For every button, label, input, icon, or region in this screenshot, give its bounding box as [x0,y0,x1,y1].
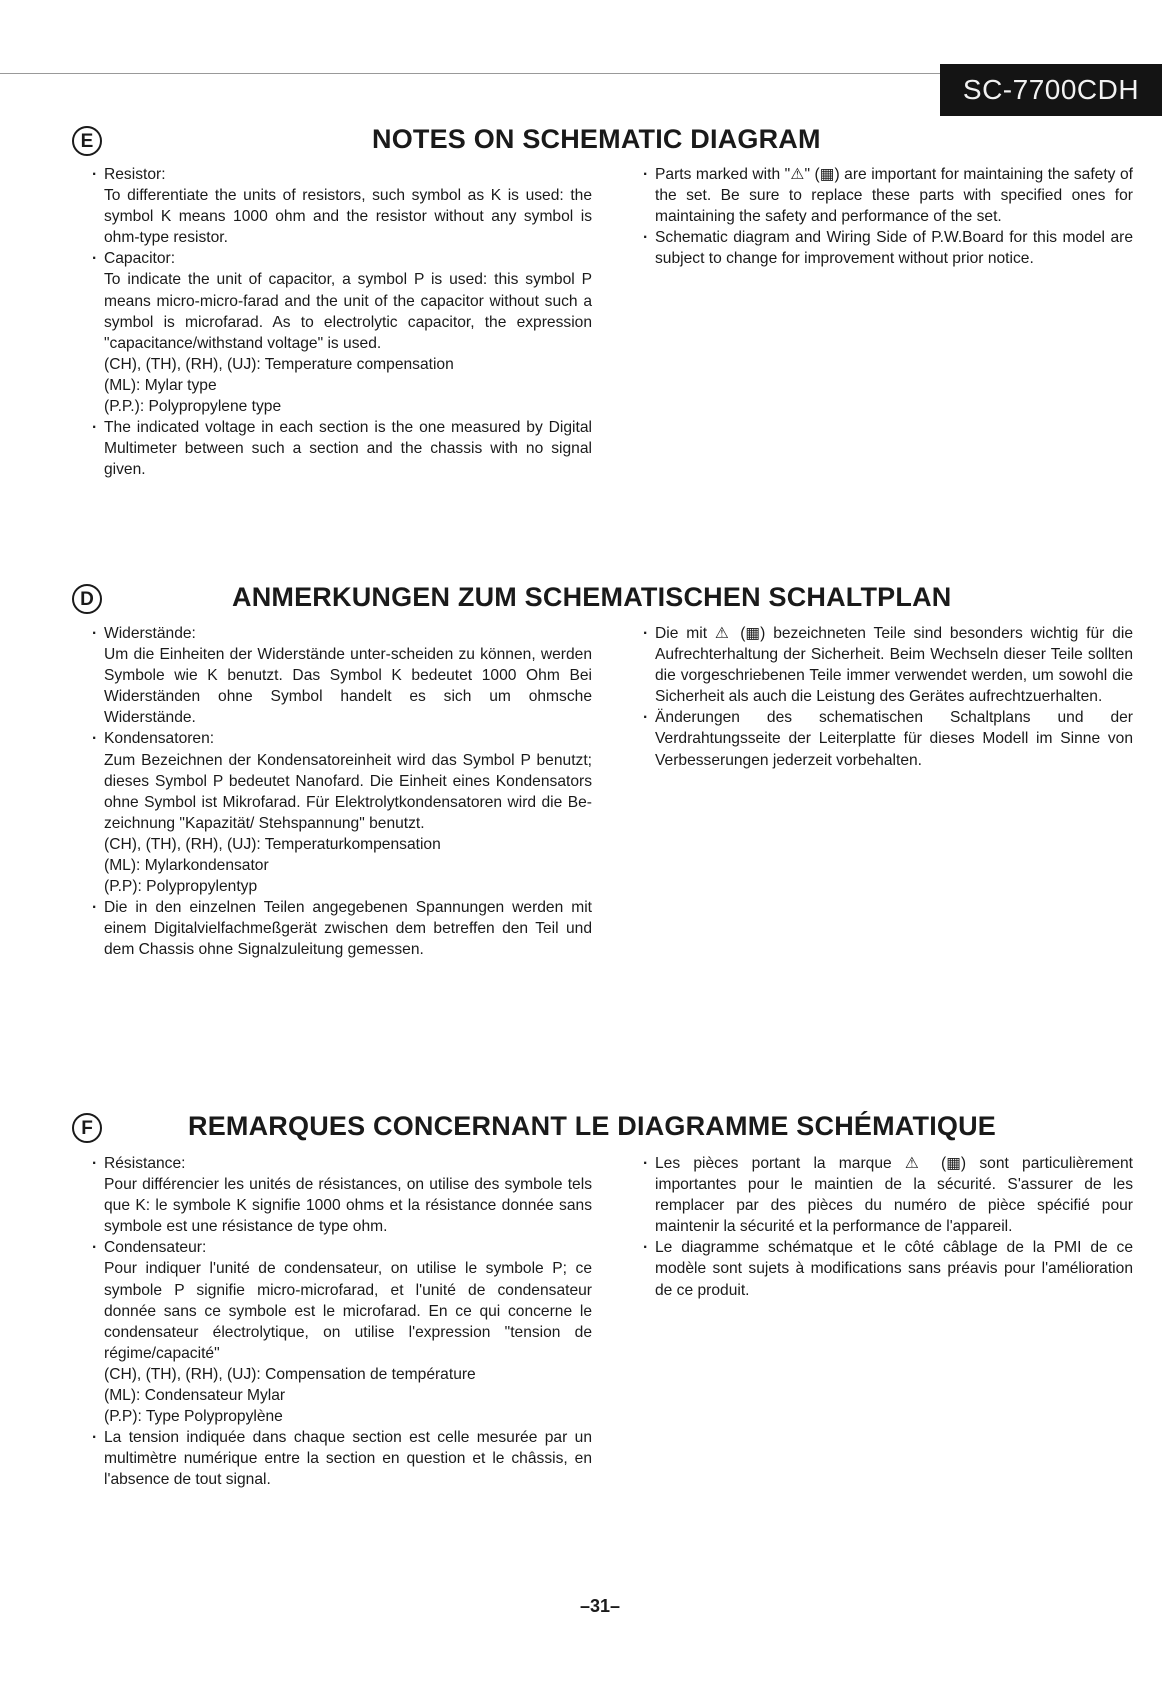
item-text: · Änderungen des schematischen Schaltplans und der Verdrahtungsseite der Leiterplatte für dieses Modell im Sinne von Verbesserungen jederzeit vorbehalten. [655,709,1133,769]
section-title: NOTES ON SCHEMATIC DIAGRAM [372,124,821,154]
item-heading: · Resistor: [104,166,166,183]
notes-left-column [92,623,592,961]
item-text: · Les pièces portant la marque ⚠ (▦) sont particulièrement importantes pour le maintien de la sécurité. S'assurer de les remplacer par des pièces du numéro de pièce spécifié pour maintenir la sécurité et la performance de l'appareil. [655,1155,1133,1236]
item-text: (CH), (TH), (RH), (UJ): Compensation de température [104,1365,476,1383]
item-text: Pour indiquer l'unité de condensateur, on utilise le symbole P; ce symbole P signifie micro-microfarad, et l'unité de condensateur donnée sans ce symbole est le microfarad. En ce qui concerne le condensateur électrolytique, on utilise l'expression "tension de régime/capacité" [104,1260,592,1362]
item-text: (P.P.): Polypropylene type [104,398,282,416]
item-heading: · Condensateur: [104,1239,207,1257]
language-mark-d: D [72,584,102,614]
item-text: · Die in den einzelnen Teilen angegebenen Spannungen werden mit einem Digitalvielfachmeßgerät zwischen dem betreffen den Teil und dem Chassis ohne Signalzuleitung gemessen. [104,899,592,959]
item-text: · Schematic diagram and Wiring Side of P.W.Board for this model are subject to change for improvement without prior notice. [655,229,1133,268]
item-text: To differentiate the units of resistors, such symbol as K is used: the symbol K means 1000 ohm and the resistor without any symbol is ohm-type resistor. [104,187,592,247]
list-item [92,1427,592,1490]
section-title: REMARQUES CONCERNANT LE DIAGRAMME SCHÉMATIQUE [188,1111,997,1141]
notes-right-column [643,164,1133,269]
item-text: · The indicated voltage in each section is the one measured by Digital Multimeter between such a section and the chassis with no signal given. [104,419,592,479]
item-heading: · Résistance: [104,1155,186,1172]
list-item [643,227,1133,269]
language-mark-f: F [72,1113,102,1143]
list-item [643,1153,1133,1237]
header-rule [0,73,940,74]
page-number: –31– [579,1596,621,1616]
list-item [643,707,1133,770]
item-text: · Die mit ⚠ (▦) bezeichneten Teile sind besonders wichtig für die Aufrechterhaltung der Sicherheit. Beim Wechseln dieser Teile sollten die vorgeschriebenen Teile immer verwendet werden, um sowohl die Sicherheit als auch die Leistung des Gerätes aufrechtzuerhalten. [655,625,1133,706]
notes-left-column [92,1153,592,1491]
notes-right-column [643,623,1133,771]
notes-right-column [643,1153,1133,1301]
list-item [92,728,592,897]
list-item [643,1237,1133,1300]
item-text: · Le diagramme schématque et le côté câblage de la PMI de ce modèle sont sujets à modifications sans préavis pour l'amélioration de ce produit. [655,1239,1133,1299]
language-mark-e: E [72,126,102,156]
item-text: (CH), (TH), (RH), (UJ): Temperaturkompensation [104,835,441,853]
item-text: Zum Bezeichnen der Kondensatoreinheit wird das Symbol P benutzt; dieses Symbol P bedeutet Nanofard. Die Einheit eines Kondensators ohne Symbol ist Mikrofarad. Für Elektrolytkondensatoren wird die Be-zeichnung "Kapazität/ Stehspannung" benutzt. [104,751,592,832]
item-text: (P.P): Polypropylentyp [104,878,258,896]
list-item [92,623,592,728]
list-item [92,248,592,417]
item-text: · Parts marked with "⚠" (▦) are important for maintaining the safety of the set. Be sure to replace these parts with specified ones for maintaining the safety and performance of the set. [655,166,1133,226]
item-text: Pour différencier les unités de résistances, on utilise des symbole tels que K: le symbole K signifie 1000 ohms et la résistance donnée sans symbole est une résistance de type ohm. [104,1176,592,1236]
list-item [92,1237,592,1427]
item-text: To indicate the unit of capacitor, a symbol P is used: this symbol P means micro-micro-farad and the unit of the capacitor without such a symbol is microfarad. As to electrolytic capacitor, the expression "capacitance/withstand voltage" is used. [104,271,592,352]
item-text: · La tension indiquée dans chaque section est celle mesurée par un multimètre numérique entre la section en question et le châssis, en l'absence de tout signal. [104,1429,592,1489]
list-item [643,623,1133,707]
list-item [92,417,592,480]
item-text: (P.P): Type Polypropylène [104,1408,283,1426]
item-text: (CH), (TH), (RH), (UJ): Temperature compensation [104,355,454,373]
list-item [643,164,1133,227]
list-item [92,1153,592,1237]
model-number-badge: SC-7700CDH [940,64,1162,116]
item-heading: · Capacitor: [104,250,176,268]
item-heading: · Widerstände: [104,625,196,642]
item-text: (ML): Condensateur Mylar [104,1387,286,1405]
list-item [92,164,592,248]
list-item [92,897,592,960]
item-text: Um die Einheiten der Widerstände unter-scheiden zu können, werden Symbole wie K benutzt. Das Symbol K bedeutet 1000 Ohm Bei Widerständen ohne Symbol handelt es sich um ohmsche Widerstände. [104,646,592,727]
item-heading: · Kondensatoren: [104,730,215,748]
item-text: (ML): Mylarkondensator [104,857,269,875]
notes-left-column [92,164,592,480]
item-text: (ML): Mylar type [104,376,217,394]
section-title: ANMERKUNGEN ZUM SCHEMATISCHEN SCHALTPLAN [232,582,952,612]
